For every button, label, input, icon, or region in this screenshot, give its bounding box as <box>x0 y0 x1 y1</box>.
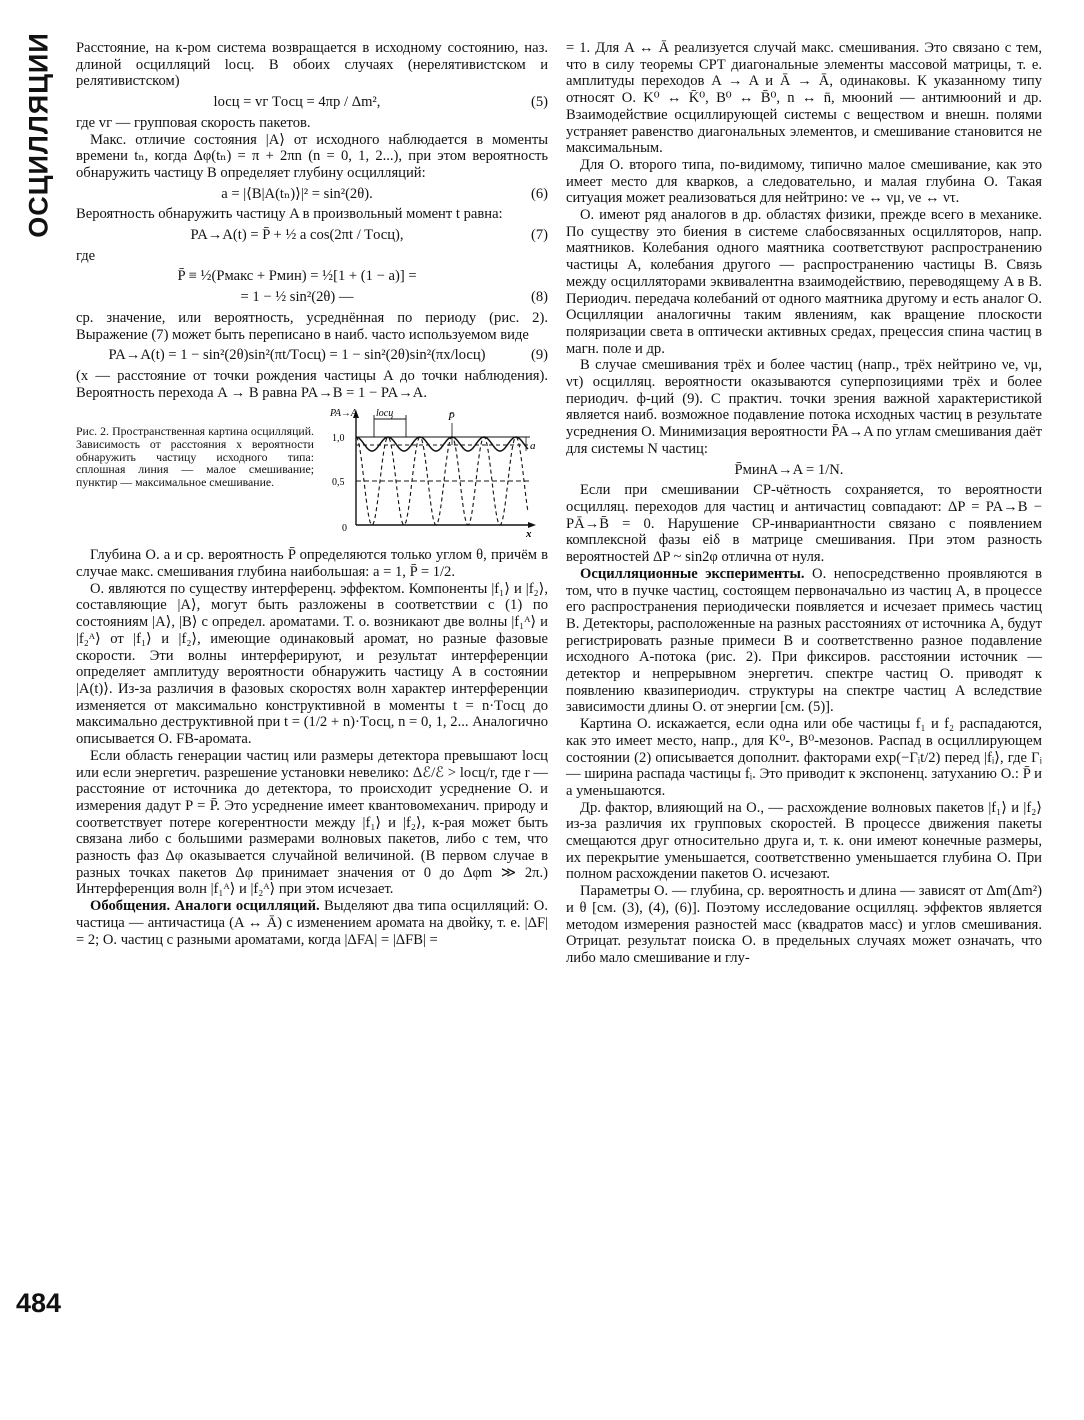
paragraph-text: Если область генерации частиц или размеры детектора превышают lосц или если энергетич. разрешение установки невелико: Δℰ/ℰ > lосц/r, где r — расстояние от источника до детектора, то происходит усреднение О. и измерения дадут P = P̄. Это усреднение имеет квантовомеханич. природу и соответствует потере когерентности между |f₁⟩ и |f₂⟩, к-рая может быть связана либо с большими размерами волновых пакетов, либо с тем, что разность фаз Δφ оказывается случайной величиной. (В первом случае в разных точках пакетов Δφ принимает значения от 0 до Δφm ≫ 2π.) Интерференция волн |f₁ᴬ⟩ и |f₂ᴬ⟩ при этом исчезает. <box>76 747 548 898</box>
paragraph-text: ср. значение, или вероятность, усреднённая по периоду (рис. 2). Выражение (7) может быть переписано в наиб. часто используемом виде <box>76 309 548 343</box>
equation <box>76 347 548 364</box>
paragraph-text: где <box>76 247 96 264</box>
paragraph-text: О. являются по существу интерференц. эффектом. Компоненты |f₁⟩ и |f₂⟩, составляющие |A⟩, могут быть разложены в соответствии с (1) по состояниям |A⟩, |B⟩ с определ. ароматами. Т. о. возникают две волны |f₁ᴬ⟩ и |f₂ᴬ⟩ от |f₁⟩ и |f₂⟩, имеющие одинаковый аромат, но разные фазовые скорости. Эти волны интерферируют, и результат интерференции определяет амплитуду вероятности обнаружить частицу A в состоянии |A(t)⟩. Из-за различия в фазовых скоростях волн характер интерференции изменяется от максимально конструктивной в моменты t = n·Tосц до максимально деструктивной при t = (1/2 + n)·Tосц, n = 0, 1, 2... Аналогично описывается О. FB-аромата. <box>76 580 548 748</box>
x-axis-label: x <box>526 528 532 538</box>
paragraph <box>566 207 1042 357</box>
section-heading: Обобщения. Аналоги осцилляций. <box>90 898 320 915</box>
paragraph <box>566 716 1042 800</box>
equation-formula: P̄ ≡ ½(Pмакс + Pмин) = ½[1 + (1 − a)] = <box>177 268 417 285</box>
paragraph <box>76 206 548 223</box>
paragraph-text: Для О. второго типа, по-видимому, типично малое смешивание, как это имеет место для кварков, а следовательно, и малая глубина О. Такая ситуация может реализоваться для нейтрино: νe ↔ νμ, νe ↔ ντ. <box>566 156 1042 207</box>
paragraph-text: Картина О. искажается, если одна или обе частицы f₁ и f₂ распадаются, как это имеет место, напр., для K⁰-, B⁰-мезонов. Распад в осциллирующем состоянии (2) описывается дополнит. факторами exp(−Γᵢt/2) перед |fᵢ⟩, где Γᵢ — ширина распада частицы fᵢ. Это приводит к экспоненц. затуханию О.: P̄ и a уменьшаются. <box>566 716 1042 799</box>
paragraph <box>76 310 548 343</box>
paragraph <box>566 566 1042 716</box>
paragraph <box>76 547 548 580</box>
left-column <box>76 40 548 948</box>
equation-number: (7) <box>530 227 548 244</box>
y-axis-label: PA→A <box>330 408 358 420</box>
pbar-label: P̄ <box>448 411 455 424</box>
equation-number: (6) <box>530 185 548 202</box>
equation-formula: lосц = vᴦ Tосц = 4πp / Δm², <box>213 94 381 111</box>
equation-formula: PA→A(t) = 1 − sin²(2θ)sin²(πt/Tосц) = 1 − sin²(2θ)sin²(πx/lосц) <box>108 347 486 364</box>
paragraph-text: В случае смешивания трёх и более частиц (напр., трёх нейтрино νe, νμ, ντ) осцилляц. вероятности оказываются суперпозициями трёх и более периодич. ф-ций (9). С практич. точки зрения важной характеристикой является наиб. возможное подавление потока исходных частиц в результате усреднения О. Минимизация вероятности P̄A→A по углам смешивания даёт для системы N частиц: <box>566 357 1042 457</box>
equation <box>76 94 548 111</box>
equation-formula: P̄минA→A = 1/N. <box>734 461 844 478</box>
tick-label-05: 0,5 <box>332 477 345 489</box>
page-number: 484 <box>16 1288 62 1318</box>
paragraph <box>76 115 548 132</box>
tick-label-0: 0 <box>342 523 347 535</box>
l-osc-label: lосц <box>376 408 394 420</box>
paragraph-text: = 1. Для A ↔ Ā реализуется случай макс. смешивания. Это связано с тем, что в силу теоремы CPT диагональные элементы массовой матрицы, т. е. амплитуды переходов A → A и Ā → Ā, одинаковы. К указанному типу относят О. K⁰ ↔ K̄⁰, B⁰ ↔ B̄⁰, n ↔ n̄, мюоний — антимюоний и др. Взаимодействие осциллирующей системы с веществом и внешн. полями устраняет равенство диагональных элементов, и смешивание становится не максимальным. <box>566 40 1042 157</box>
paragraph <box>76 898 548 948</box>
equation-number: (8) <box>530 289 548 306</box>
paragraph <box>566 40 1042 157</box>
equation-formula: = 1 − ½ sin²(2θ) — <box>240 289 354 306</box>
paragraph <box>76 40 548 90</box>
paragraph <box>76 581 548 748</box>
paragraph-text: Параметры О. — глубина, ср. вероятность и длина — зависят от Δm(Δm²) и θ [см. (3), (4), (6)]. Поэтому исследование осцилляц. эффектов является методом измерения разностей масс (квадратов масс) и углов смешивания. Отрицат. результат поиска О. в предельных случаях может означать, что либо мало смешивание и глу- <box>566 883 1042 966</box>
paragraph <box>566 157 1042 207</box>
paragraph <box>566 883 1042 967</box>
paragraph <box>76 132 548 182</box>
figure-caption: Рис. 2. Пространственная картина осцилляций. Зависимость от расстояния x вероятности обнаружить частицу исходного типа: сплошная линия — малое смешивание; пунктир — максимальное смешивание. <box>76 424 314 489</box>
equation <box>566 462 1042 479</box>
right-column <box>566 40 1042 967</box>
equation <box>76 227 548 244</box>
paragraph-text: Выделяют два типа осцилляций: О. частица — античастица (A ↔ Ā) с изменением аромата на двойку, т. е. |ΔF| = 2; О. частиц с разными ароматами, когда |ΔFA| = |ΔFB| = <box>76 898 548 948</box>
a-label: a <box>530 440 536 453</box>
side-title: ОСЦИЛЛЯЦИИ <box>23 32 54 238</box>
paragraph <box>76 748 548 898</box>
equation-number: (5) <box>530 94 548 111</box>
equation <box>76 289 548 306</box>
paragraph-text: Расстояние, на к-ром система возвращается в исходному состоянию, наз. длиной осцилляций lосц. В обоих случаях (нерелятивистском и релятивистском) <box>76 40 548 90</box>
equation <box>76 186 548 203</box>
equation-formula: a = |⟨B|A(tₙ)⟩|² = sin²(2θ). <box>221 185 373 202</box>
paragraph-text: Если при смешивании CP-чётность сохраняется, то вероятности осцилляц. переходов для частиц и античастиц совпадают: ΔP = PA→B − PĀ→B̄ = 0. Нарушение CP-инвариантности связано с появлением комплексной фазы eiδ в матрице смешивания. При этом разность вероятностей ΔP ~ sin2φ отлична от нуля. <box>566 482 1042 566</box>
paragraph <box>76 368 548 401</box>
section-heading: Осцилляционные эксперименты. <box>580 565 805 582</box>
small-mixing-curve <box>356 437 528 451</box>
paragraph-text: Вероятность обнаружить частицу A в произвольный момент t равна: <box>76 206 503 223</box>
equation <box>76 268 548 285</box>
tick-label-1: 1,0 <box>332 433 345 445</box>
paragraph-text: Глубина О. a и ср. вероятность P̄ определяются только углом θ, причём в случае макс. смешивания глубина наибольшая: a = 1, P̄ = 1/2. <box>76 547 548 581</box>
paragraph-text: Макс. отличие состояния |A⟩ от исходного наблюдается в моменты времени tₙ, когда Δφ(tₙ) = π + 2πn (n = 0, 1, 2...), при этом вероятность обнаружить частицу B определяет глубину осцилляций: <box>76 131 548 181</box>
equation-formula: PA→A(t) = P̄ + ½ a cos(2πt / Tосц), <box>190 227 404 244</box>
figure-2 <box>76 407 548 539</box>
paragraph-text: Др. фактор, влияющий на О., — расхождение волновых пакетов |f₁⟩ и |f₂⟩ из-за различия их групповых скоростей. В процессе движения пакеты смещаются друг относительно друга и, т. к. они имеют конечные размеры, их перекрытие уменьшается, соответственно уменьшается глубина О. При полном расхождении пакетов О. исчезают. <box>566 799 1042 883</box>
paragraph <box>566 357 1042 457</box>
paragraph-text: О. непосредственно проявляются в том, что в пучке частиц, состоящем первоначально из частиц A, в процессе его распространения периодически появляется и исчезает примесь частиц B. Детекторы, расположенные на разных расстояниях от источника A, будут регистрировать разные примеси B и соответственно разное подавление исходного A-потока (рис. 2). При фиксиров. расстоянии источник — детектор и непрерывном энергетич. спектре частиц О. приводят к появлению квазипериодич. структуры на спектре частиц A вследствие зависимости длины О. от энергии [см. (5)]. <box>566 565 1042 716</box>
paragraph-text: где vᴦ — групповая скорость пакетов. <box>76 114 311 131</box>
paragraph-text: (x — расстояние от точки рождения частицы A до точки наблюдения). Вероятность перехода A → B равна PA→B = 1 − PA→A. <box>76 367 548 401</box>
oscillation-plot <box>330 407 544 537</box>
paragraph <box>76 248 548 265</box>
paragraph-text: О. имеют ряд аналогов в др. областях физики, прежде всего в механике. По существу это биения в системе слабосвязанных осцилляторов, напр. маятников. Колебания одного маятника соответствуют распространению частицы A, колебания другого — распространению частицы B. Связь между осцилляторами эквивалентна взаимодействию, переводящему A в B. Периодич. передача колебаний от одного маятника другому и есть аналог О. Осцилляции аналогичны таким явлениям, как вращение плоскости поляризации света в оптически активных средах, прецессия спина частиц в магн. поле и др. <box>566 207 1042 357</box>
equation-number: (9) <box>530 347 548 364</box>
paragraph <box>566 482 1042 566</box>
paragraph <box>566 800 1042 884</box>
